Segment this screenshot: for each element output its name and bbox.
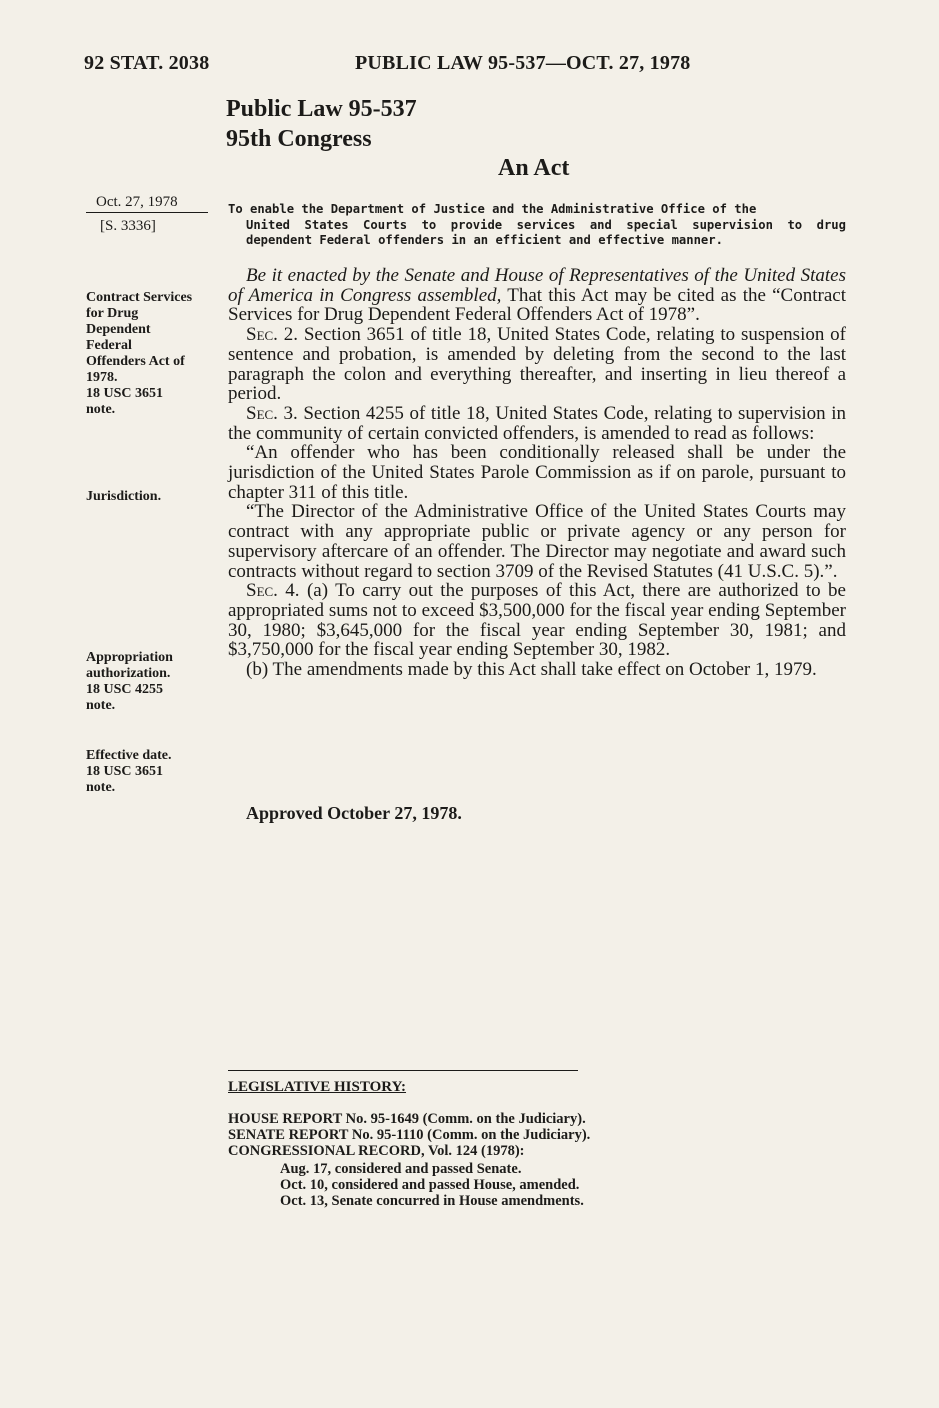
list-item: SENATE REPORT No. 95-1110 (Comm. on the Judiciary). [228,1127,591,1143]
purpose-first-line: To enable the Department of Justice and the Administrative Office of the [228,202,757,216]
margin-note-line: Appropriation [86,650,173,665]
margin-note-short-title [86,290,216,418]
approval-date: Approved October 27, 1978. [246,803,462,823]
section-2 [228,325,846,404]
legislative-history-sublist [280,1161,584,1209]
margin-note-appropriation [86,650,216,714]
margin-note-line: Effective date. [86,748,172,763]
margin-note-line: note. [86,698,116,713]
section-label: Sec. 3. [246,402,298,424]
section-4 [228,581,846,660]
enacting-clause [228,266,846,325]
section-text: (a) To carry out the purposes of this Act, there are authorized to be appropriated sums not to exceed $3,500,000 for the fiscal year ending September 30, 1980; $3,645,000 for the fiscal year ending September 30, 1981; and $3,750,000 for the fiscal year ending September 30, 1982. [228,580,846,661]
act-purpose [228,202,846,249]
law-number-title: Public Law 95-537 [226,96,417,122]
margin-note-line: note. [86,780,116,795]
purpose-rest: United States Courts to provide services and special supervision to drug dependent Federal offenders in an efficient and effective manner. [246,217,846,247]
margin-date: Oct. 27, 1978 [96,194,178,210]
section-text: Section 4255 of title 18, United States Code, relating to supervision in the community of certain convicted offenders, is amended to read as follows: [228,402,847,444]
list-item: Aug. 17, considered and passed Senate. [280,1161,522,1177]
section-3 [228,404,846,443]
section-4b: (b) The amendments made by this Act shall take effect on October 1, 1979. [246,659,817,681]
margin-note-line: 18 USC 3651 [86,386,164,401]
list-item: CONGRESSIONAL RECORD, Vol. 124 (1978): [228,1143,525,1159]
margin-note-line: Contract Services [86,290,193,305]
margin-note-jurisdiction: Jurisdiction. [86,489,162,504]
legislative-history-divider [228,1070,578,1071]
margin-note-line: 1978. [86,370,118,385]
section-label: Sec. 2. [246,324,299,346]
section-label: Sec. 4. [246,580,300,602]
act-body [228,266,846,680]
margin-note-line: Federal [86,338,132,353]
statute-page-number: 92 STAT. 2038 [84,52,210,74]
margin-note-line: authorization. [86,666,171,681]
quoted-paragraph-2: “The Director of the Administrative Office of the United States Courts may contract with any appropriate public or private agency or any person for supervisory aftercare of an offender. The Director may negotiate and award such contracts without regard to section 3709 of the Revised Statutes (41 U.S.C. 5).”. [228,501,846,582]
margin-note-line: note. [86,402,116,417]
list-item: Oct. 10, considered and passed House, amended. [280,1177,580,1193]
short-title-text: That this Act may be cited as the “Contract Services for Drug Dependent Federal Offenders Act of 1978”. [228,284,846,326]
running-title: PUBLIC LAW 95-537—OCT. 27, 1978 [355,52,691,74]
margin-note-line: for Drug [86,306,139,321]
an-act-heading: An Act [498,155,570,181]
enacting-formula: Be it enacted by the Senate and House of Representatives of the United States of America in Congress assembled, [228,265,846,306]
margin-divider [86,212,208,213]
congress-title: 95th Congress [226,126,372,152]
section-text: Section 3651 of title 18, United States Code, relating to suspension of sentence and probation, is amended by deleting from the second to the last paragraph the colon and everything thereafter, and inserting in lieu thereof a period. [228,324,846,405]
margin-note-effective-date [86,748,216,796]
margin-note-line: 18 USC 3651 [86,764,164,779]
list-item: HOUSE REPORT No. 95-1649 (Comm. on the Judiciary). [228,1111,586,1127]
margin-note-line: 18 USC 4255 [86,682,164,697]
margin-note-line: Dependent [86,322,151,337]
legislative-history-list [228,1111,590,1159]
margin-bill-number: [S. 3336] [100,218,156,234]
quoted-paragraph-1: “An offender who has been conditionally released shall be under the jurisdiction of the United States Parole Commission as if on parole, pursuant to chapter 311 of this title. [228,442,846,503]
list-item: Oct. 13, Senate concurred in House amendments. [280,1193,584,1209]
margin-note-line: Offenders Act of [86,354,185,369]
legislative-history-title: LEGISLATIVE HISTORY: [228,1079,407,1095]
